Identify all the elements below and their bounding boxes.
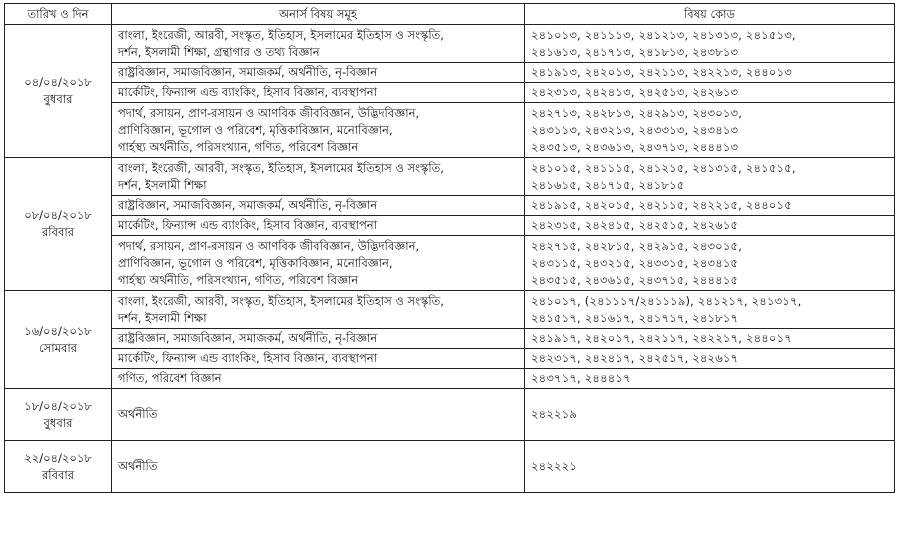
subjects-cell (112, 349, 525, 369)
subject-code-line: ২৪১৯১৫, ২৪২০১৫, ২৪২১১৫, ২৪২২১৫, ২৪৪০১৫ (531, 198, 792, 212)
subject-line: মার্কেটিং, ফিন্যান্স এন্ড ব্যাংকিং, হিসাব বিজ্ঞান, ব্যবস্থাপনা (118, 85, 377, 99)
header-row (5, 4, 895, 25)
subject-code-line: ২৪৩১১৩, ২৪৩২১৩, ২৪৩৩১৩, ২৪৩৪১৩ (531, 122, 739, 137)
schedule-row (5, 158, 895, 196)
date-day-cell (5, 25, 112, 158)
subject-code-line: ২৪৩৫১৩, ২৪৩৬১৩, ২৪৩৭১৩, ২৪৪৪১৩ (531, 139, 739, 154)
exam-date: ০৮/০৪/২০১৮ (24, 208, 92, 222)
schedule-row (5, 389, 895, 441)
subject-line: বাংলা, ইংরেজী, আরবী, সংস্কৃত, ইতিহাস, ইসলামের ইতিহাস ও সংস্কৃতি, (118, 293, 444, 308)
subject-line: মার্কেটিং, ফিন্যান্স এন্ড ব্যাংকিং, হিসাব বিজ্ঞান, ব্যবস্থাপনা (118, 351, 377, 365)
subject-code-line: ২৪১০১৭, (২৪১১১৭/২৪১১১৯), ২৪১২১৭, ২৪১৩১৭, (531, 293, 802, 308)
subject-code-cell (525, 83, 895, 103)
schedule-row (5, 25, 895, 63)
subjects-cell (112, 158, 525, 196)
subject-code-line: ২৪১৯১৭, ২৪২০১৭, ২৪২১১৭, ২৪২২১৭, ২৪৪০১৭ (531, 331, 792, 345)
date-day-cell (5, 291, 112, 389)
schedule-row (5, 291, 895, 329)
schedule-row (5, 441, 895, 493)
subjects-cell (112, 103, 525, 158)
subject-line: দর্শন, ইসলামী শিক্ষা (118, 310, 207, 325)
subject-line: রাষ্ট্রবিজ্ঞান, সমাজবিজ্ঞান, সমাজকর্ম, অর্থনীতি, নৃ-বিজ্ঞান (118, 65, 378, 79)
subject-code-line: ২৪১৫১৭, ২৪১৬১৭, ২৪১৭১৭, ২৪১৮১৭ (531, 310, 739, 325)
subjects-cell (112, 329, 525, 349)
subject-code-line: ২৪২২২১ (531, 459, 578, 473)
subjects-cell (112, 441, 525, 493)
subject-code-line: ২৪১৯১৩, ২৪২০১৩, ২৪২১১৩, ২৪২২১৩, ২৪৪০১৩ (531, 65, 792, 79)
subjects-cell (112, 25, 525, 63)
subject-code-line: ২৪২৩১৩, ২৪২৪১৩, ২৪২৫১৩, ২৪২৬১৩ (531, 85, 739, 99)
subject-code-cell (525, 236, 895, 291)
subject-line: পদার্থ, রসায়ন, প্রাণ-রসায়ন ও আণবিক জীববিজ্ঞান, উদ্ভিদবিজ্ঞান, (118, 105, 420, 120)
subject-code-cell (525, 329, 895, 349)
schedule-body (5, 25, 895, 493)
date-day-cell (5, 441, 112, 493)
subjects-cell (112, 196, 525, 216)
subject-code-cell (525, 158, 895, 196)
date-day-cell (5, 158, 112, 291)
subject-line: অর্থনীতি (118, 459, 158, 473)
subject-code-cell (525, 441, 895, 493)
subject-code-line: ২৪৩৫১৫, ২৪৩৬১৫, ২৪৩৭১৫, ২৪৪৪১৫ (531, 272, 739, 287)
subjects-cell (112, 236, 525, 291)
header-date-day: তারিখ ও দিন (5, 4, 112, 25)
subject-code-cell (525, 103, 895, 158)
subject-code-line: ২৪১০১৫, ২৪১১১৫, ২৪১২১৫, ২৪১৩১৫, ২৪১৫১৫, (531, 160, 796, 175)
exam-schedule-table (4, 3, 895, 493)
exam-day: রবিবার (41, 467, 75, 482)
exam-day: সোমবার (38, 340, 78, 355)
subject-line: প্রাণিবিজ্ঞান, ভূগোল ও পরিবেশ, মৃত্তিকাবিজ্ঞান, মনোবিজ্ঞান, (118, 255, 393, 270)
subject-code-line: ২৪৩১১৫, ২৪৩২১৫, ২৪৩৩১৫, ২৪৩৪১৫ (531, 255, 739, 270)
subject-code-line: ২৪২৭১৩, ২৪২৮১৩, ২৪২৯১৩, ২৪৩০১৩, (531, 105, 743, 120)
schedule-row (5, 196, 895, 216)
subject-line: গার্হস্থ্য অর্থনীতি, পরিসংখ্যান, গণিত, পরিবেশ বিজ্ঞান (118, 139, 359, 154)
subject-line: মার্কেটিং, ফিন্যান্স এন্ড ব্যাংকিং, হিসাব বিজ্ঞান, ব্যবস্থাপনা (118, 218, 377, 232)
schedule-row (5, 83, 895, 103)
subject-line: বাংলা, ইংরেজী, আরবী, সংস্কৃত, ইতিহাস, ইসলামের ইতিহাস ও সংস্কৃতি, (118, 27, 444, 42)
subjects-cell (112, 63, 525, 83)
subject-line: পদার্থ, রসায়ন, প্রাণ-রসায়ন ও আণবিক জীববিজ্ঞান, উদ্ভিদবিজ্ঞান, (118, 238, 420, 253)
subjects-cell (112, 83, 525, 103)
schedule-row (5, 63, 895, 83)
header-subjects: অনার্স বিষয় সমূহ (112, 4, 525, 25)
exam-date: ০৪/০৪/২০১৮ (24, 75, 92, 89)
subject-line: বাংলা, ইংরেজী, আরবী, সংস্কৃত, ইতিহাস, ইসলামের ইতিহাস ও সংস্কৃতি, (118, 160, 444, 175)
exam-date: ২২/০৪/২০১৮ (24, 450, 92, 465)
subjects-cell (112, 389, 525, 441)
subject-code-line: ২৪১০১৩, ২৪১১১৩, ২৪১২১৩, ২৪১৩১৩, ২৪১৫১৩, (531, 27, 796, 42)
subjects-cell (112, 369, 525, 389)
exam-day: বুধবার (43, 415, 73, 430)
schedule-row (5, 236, 895, 291)
date-day-cell (5, 389, 112, 441)
exam-date: ১৮/০৪/২০১৮ (24, 398, 92, 413)
subject-code-line: ২৪১৬১৩, ২৪১৭১৩, ২৪১৮১৩, ২৪৩৮১৩ (531, 44, 739, 59)
subject-code-line: ২৪১৬১৫, ২৪১৭১৫, ২৪১৮১৫ (531, 177, 685, 192)
subject-line: প্রাণিবিজ্ঞান, ভূগোল ও পরিবেশ, মৃত্তিকাবিজ্ঞান, মনোবিজ্ঞান, (118, 122, 393, 137)
subject-code-cell (525, 25, 895, 63)
subject-code-cell (525, 369, 895, 389)
subject-line: গণিত, পরিবেশ বিজ্ঞান (118, 371, 222, 385)
subject-code-line: ২৪২২১৯ (531, 407, 578, 421)
subject-line: রাষ্ট্রবিজ্ঞান, সমাজবিজ্ঞান, সমাজকর্ম, অর্থনীতি, নৃ-বিজ্ঞান (118, 331, 378, 345)
exam-day: রবিবার (41, 225, 75, 239)
header-subject-code: বিষয় কোড (525, 4, 895, 25)
schedule-row (5, 369, 895, 389)
subject-code-line: ২৪২৭১৫, ২৪২৮১৫, ২৪২৯১৫, ২৪৩০১৫, (531, 238, 743, 253)
subject-line: অর্থনীতি (118, 407, 158, 421)
subject-line: দর্শন, ইসলামী শিক্ষা (118, 177, 207, 192)
subject-line: দর্শন, ইসলামী শিক্ষা, গ্রন্থাগার ও তথ্য বিজ্ঞান (118, 44, 320, 59)
subject-code-cell (525, 63, 895, 83)
schedule-row (5, 329, 895, 349)
subject-code-cell (525, 216, 895, 236)
subject-code-cell (525, 349, 895, 369)
subject-code-line: ২৪৩৭১৭, ২৪৪৪১৭ (531, 371, 631, 385)
subject-code-line: ২৪২৩১৫, ২৪২৪১৫, ২৪২৫১৫, ২৪২৬১৫ (531, 218, 739, 232)
schedule-row (5, 103, 895, 158)
schedule-row (5, 349, 895, 369)
subject-code-cell (525, 196, 895, 216)
subject-code-cell (525, 389, 895, 441)
exam-day: বুধবার (43, 92, 73, 106)
subject-code-cell (525, 291, 895, 329)
subject-line: রাষ্ট্রবিজ্ঞান, সমাজবিজ্ঞান, সমাজকর্ম, অর্থনীতি, নৃ-বিজ্ঞান (118, 198, 378, 212)
subjects-cell (112, 216, 525, 236)
subjects-cell (112, 291, 525, 329)
exam-date: ১৬/০৪/২০১৮ (24, 323, 92, 338)
schedule-row (5, 216, 895, 236)
subject-line: গার্হস্থ্য অর্থনীতি, পরিসংখ্যান, গণিত, পরিবেশ বিজ্ঞান (118, 272, 359, 287)
subject-code-line: ২৪২৩১৭, ২৪২৪১৭, ২৪২৫১৭, ২৪২৬১৭ (531, 351, 739, 365)
